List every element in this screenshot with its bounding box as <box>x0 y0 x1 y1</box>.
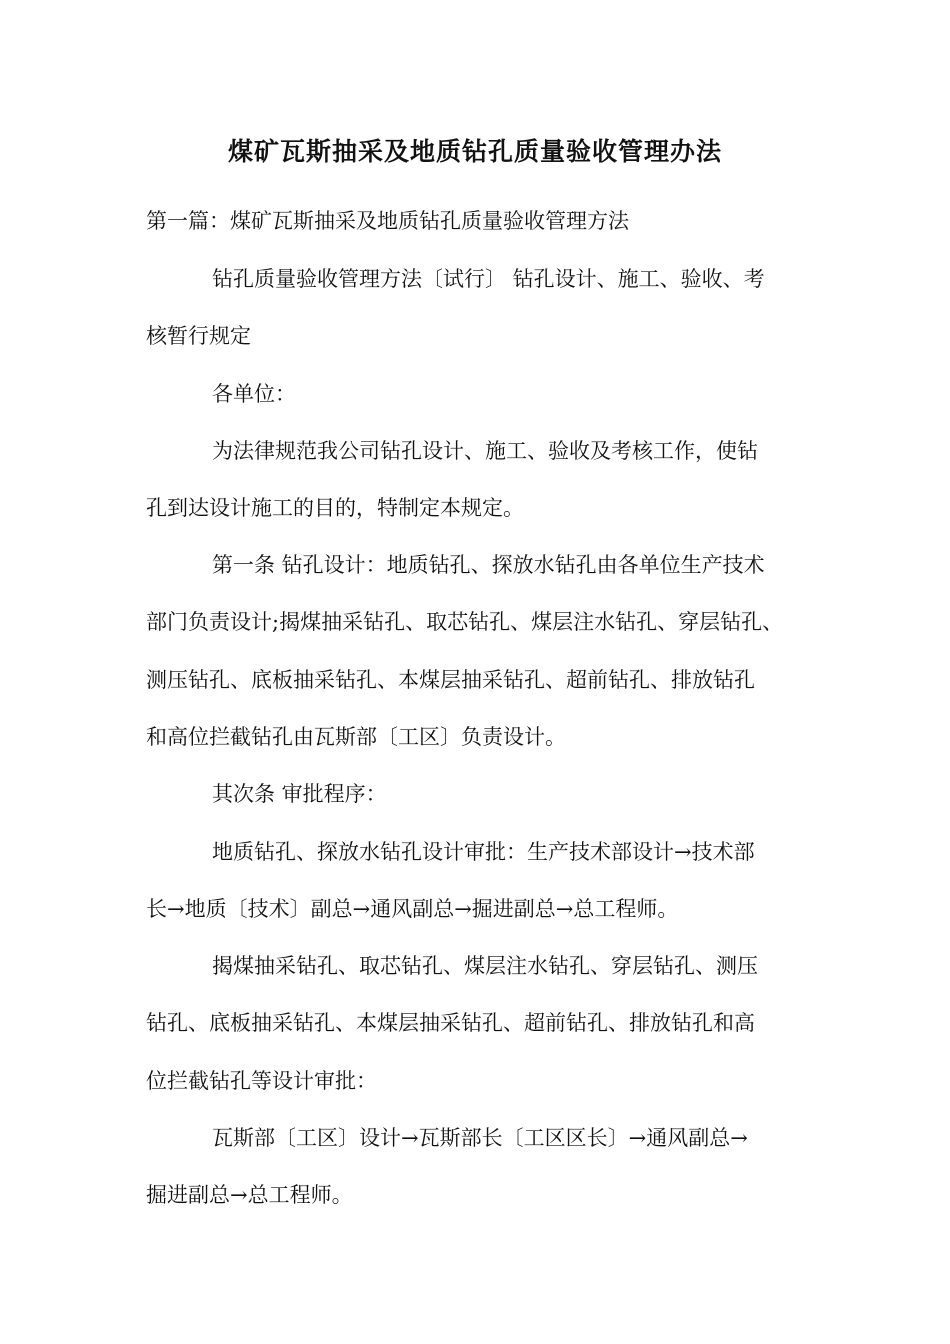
text-line: 部门负责设计;揭煤抽采钻孔、取芯钻孔、煤层注水钻孔、穿层钻孔、 <box>146 610 784 634</box>
text-line: 位拦截钻孔等设计审批： <box>146 1069 377 1093</box>
text-line: 钻孔质量验收管理方法〔试行〕 钻孔设计、施工、验收、考 <box>212 267 765 291</box>
text-line: 地质钻孔、探放水钻孔设计审批：生产技术部设计→技术部 <box>212 840 755 864</box>
text-line: 钻孔、底板抽采钻孔、本煤层抽采钻孔、超前钻孔、排放钻孔和高 <box>146 1011 755 1035</box>
text-line: 瓦斯部〔工区〕设计→瓦斯部长〔工区区长〕→通风副总→ <box>212 1126 748 1150</box>
document-title: 煤矿瓦斯抽采及地质钻孔质量验收管理办法 <box>227 137 722 166</box>
text-line: 揭煤抽采钻孔、取芯钻孔、煤层注水钻孔、穿层钻孔、测压 <box>212 954 758 978</box>
text-line: 第一条 钻孔设计：地质钻孔、探放水钻孔由各单位生产技术 <box>212 553 765 577</box>
text-line: 孔到达设计施工的目的，特制定本规定。 <box>146 496 524 520</box>
text-line: 和高位拦截钻孔由瓦斯部〔工区〕负责设计。 <box>146 725 566 749</box>
text-line: 其次条 审批程序： <box>212 782 387 806</box>
text-line: 各单位： <box>212 382 296 406</box>
chapter-heading: 第一篇：煤矿瓦斯抽采及地质钻孔质量验收管理方法 <box>146 209 629 233</box>
text-line: 掘进副总→总工程师。 <box>146 1183 353 1207</box>
text-line: 长→地质〔技术〕副总→通风副总→掘进副总→总工程师。 <box>146 897 679 921</box>
text-line: 核暂行规定 <box>146 324 251 348</box>
text-line: 测压钻孔、底板抽采钻孔、本煤层抽采钻孔、超前钻孔、排放钻孔 <box>146 668 755 692</box>
text-line: 为法律规范我公司钻孔设计、施工、验收及考核工作，使钻 <box>212 439 758 463</box>
